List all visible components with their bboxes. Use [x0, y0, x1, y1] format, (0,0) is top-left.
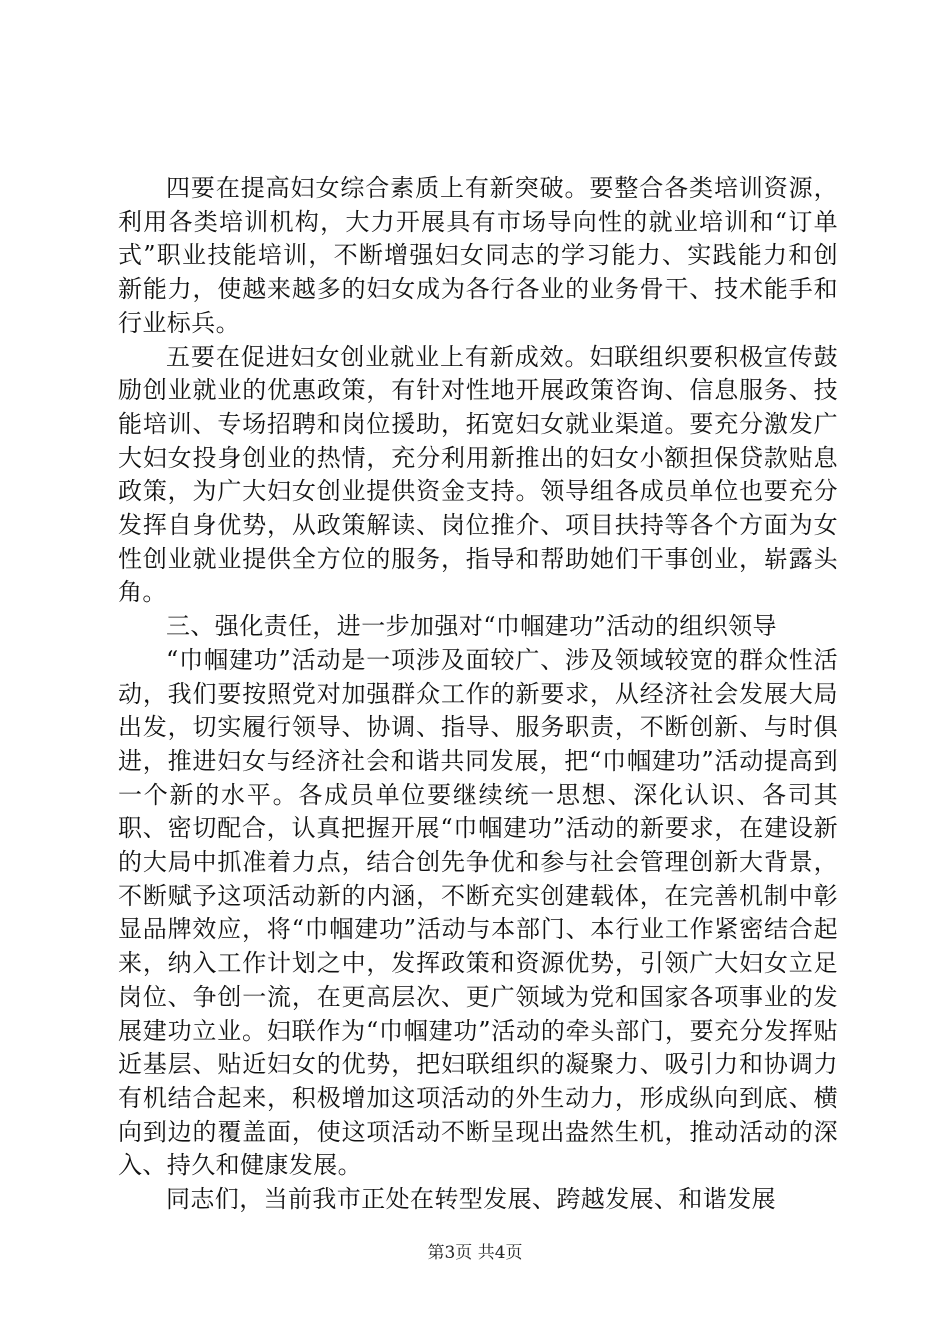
paragraph-literacy: 四要在提高妇女综合素质上有新突破。要整合各类培训资源，利用各类培训机构，大力开展具有市场导向性的就业培训和“订单式”职业技能培训，不断增强妇女同志的学习能力、实践能力和创新能力，使越来越多的妇女成为各行各业的业务骨干、技术能手和行业标兵。 [118, 174, 838, 337]
paragraph-leadership: “巾帼建功”活动是一项涉及面较广、涉及领域较宽的群众性活动，我们要按照党对加强群众工作的新要求，从经济社会发展大局出发，切实履行领导、协调、指导、服务职责，不断创新、与时俱进，推进妇女与经济社会和谐共同发展，把“巾帼建功”活动提高到一个新的水平。各成员单位要继续统一思想、深化认识、各司其职、密切配合，认真把握开展“巾帼建功”活动的新要求，在建设新的大局中抓准着力点，结合创先争优和参与社会管理创新大背景，不断赋予这项活动新的内涵，不断充实创建载体，在完善机制中彰显品牌效应，将“巾帼建功”活动与本部门、本行业工作紧密结合起来，纳入工作计划之中，发挥政策和资源优势，引领广大妇女立足岗位、争创一流，在更高层次、更广领域为党和国家各项事业的发展建功立业。妇联作为“巾帼建功”活动的牵头部门，要充分发挥贴近基层、贴近妇女的优势，把妇联组织的凝聚力、吸引力和协调力有机结合起来，积极增加这项活动的外生动力，形成纵向到底、横向到边的覆盖面，使这项活动不断呈现出盎然生机，推动活动的深入、持久和健康发展。 [118, 645, 838, 1180]
section-heading: 三、强化责任，进一步加强对“巾帼建功”活动的组织领导 [166, 612, 777, 641]
page-number: 第3页 共4页 [427, 1243, 523, 1263]
document-body [118, 172, 838, 1217]
paragraph-employment: 五要在促进妇女创业就业上有新成效。妇联组织要积极宣传鼓励创业就业的优惠政策，有针对性地开展政策咨询、信息服务、技能培训、专场招聘和岗位援助，拓宽妇女就业渠道。要充分激发广大妇女投身创业的热情，充分利用新推出的妇女小额担保贷款贴息政策，为广大妇女创业提供资金支持。领导组各成员单位也要充分发挥自身优势，从政策解读、岗位推介、项目扶持等各个方面为女性创业就业提供全方位的服务，指导和帮助她们干事创业，崭露头角。 [118, 342, 838, 607]
paragraph-closing: 同志们，当前我市正处在转型发展、跨越发展、和谐发展 [166, 1185, 776, 1214]
